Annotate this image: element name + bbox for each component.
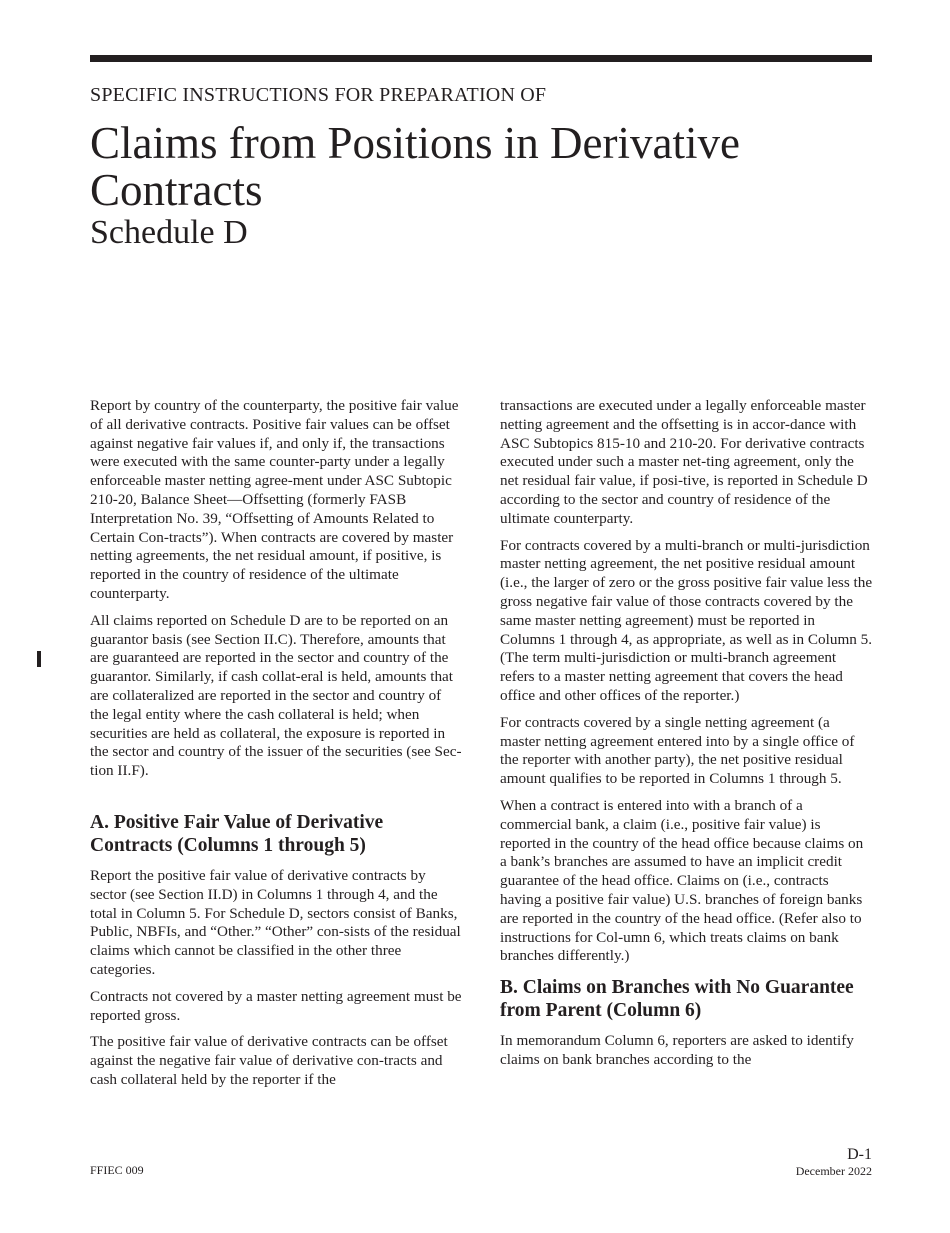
- revision-change-bar: [37, 651, 41, 667]
- right-column: [500, 397, 873, 1078]
- top-rule: [90, 55, 872, 62]
- paragraph: transactions are executed under a legally enforceable master netting agreement and the offsetting is in accor-dance with ASC Subtopics 815-10 and 210-20. For derivative contracts executed under such a master net-ting agreement, only the net residual fair value, if posi-tive, is reported in Schedule D according to the sector and country of residence of the ultimate counterparty.: [500, 397, 868, 527]
- paragraph: The positive fair value of derivative contracts can be offset against the negative fair value of derivative con-tracts and cash collateral held by the reporter if the: [90, 1033, 448, 1088]
- paragraph: When a contract is entered into with a branch of a commercial bank, a claim (i.e., positive fair value) is reported in the country of the head office because claims on a bank’s branches are assumed to have an implicit credit guarantee of the head office. Claims on (i.e., contracts having a positive fair value) U.S. branches of foreign banks are reported in the country of the head office. (Refer also to instructions for Col-umn 6, which treats claims on bank branches differently.): [500, 796, 864, 965]
- paragraph: For contracts covered by a multi-branch or multi-jurisdiction master netting agreement, the net positive residual amount (i.e., the larger of zero or the gross positive fair value less the gross negative fair value of those contracts covered by the same master netting agreement) must be reported in Columns 1 through 4, as appropriate, as well as in Column 5. (The term multi-jurisdiction or multi-branch agreement refers to a master netting agreement that covers the head office and other offices of the reporter.): [500, 536, 873, 704]
- left-column: [90, 397, 463, 1098]
- paragraph: Report the positive fair value of derivative contracts by sector (see Section II.D) in Columns 1 through 4, and the total in Column 5. For Schedule D, sectors consist of Banks, Public, NBFIs, and “Other.” “Other” con-sists of the residual claims which cannot be classified in the other three categories.: [90, 866, 461, 978]
- section-kicker: SPECIFIC INSTRUCTIONS FOR PREPARATION OF: [90, 84, 547, 106]
- section-heading-b: B. Claims on Branches with No Guarantee from Parent (Column 6): [500, 977, 854, 1022]
- page-number: D-1: [847, 1146, 872, 1163]
- paragraph: All claims reported on Schedule D are to be reported on an guarantor basis (see Section II.C). Therefore, amounts that are guaranteed are reported in the sector and country of the guarantor. Similarly, if cash collat-eral is held, amounts that are collateralized are reported in the sector and country of the legal entity where the cash collateral is held; when securities are held as collateral, the exposure is reported in the sector and country of the issuer of the securities (see Sec-tion II.F).: [90, 611, 462, 780]
- paragraph: Report by country of the counterparty, the positive fair value of all derivative contracts. Positive fair values can be offset against negative fair values if, and only if, the transactions were executed with the same counter-party under a legally enforceable master netting agree-ment under ASC Subtopic 210-20, Balance Sheet—Offsetting (formerly FASB Interpretation No. 39, “Offsetting of Amounts Related to Certain Con-tracts”). When contracts are covered by master netting agreements, the net residual amount, if positive, is reported in the country of residence of the ultimate counterparty.: [90, 397, 459, 602]
- form-identifier: FFIEC 009: [90, 1163, 144, 1177]
- paragraph: In memorandum Column 6, reporters are asked to identify claims on bank branches according to the: [500, 1032, 854, 1068]
- section-heading-a: A. Positive Fair Value of Derivative Contracts (Columns 1 through 5): [90, 811, 384, 856]
- edition-date: December 2022: [795, 1164, 872, 1178]
- paragraph: For contracts covered by a single netting agreement (a master netting agreement entered into by a single office of the reporter with another party), the net positive residual amount qualifies to be reported in Columns 1 through 5.: [500, 713, 855, 788]
- paragraph: Contracts not covered by a master netting agreement must be reported gross.: [90, 987, 462, 1024]
- page-title: Claims from Positions in Derivative Contracts: [90, 118, 740, 215]
- footer-right: [796, 1146, 872, 1179]
- page-subtitle: Schedule D: [90, 214, 248, 251]
